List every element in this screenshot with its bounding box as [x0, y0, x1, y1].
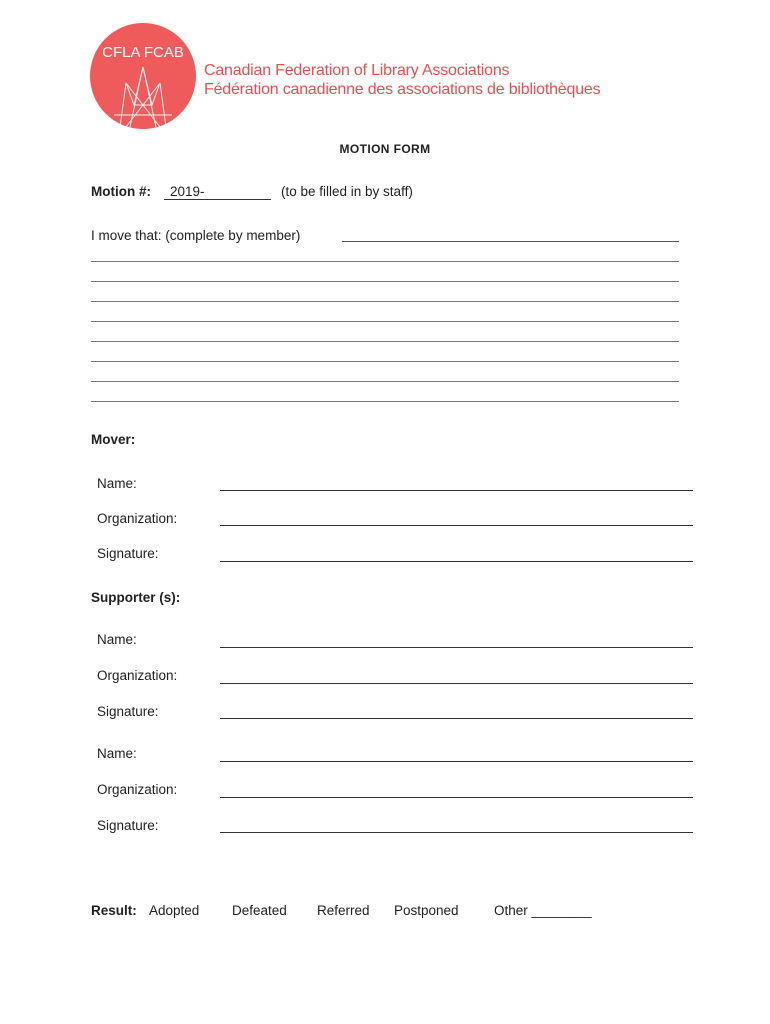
move-that-line-4[interactable] [91, 301, 679, 302]
result-defeated[interactable]: Defeated [232, 903, 287, 918]
org-name-english: Canadian Federation of Library Associations [204, 62, 510, 79]
org-name-french: Fédération canadienne des associations de bibliothèques [204, 81, 601, 98]
form-title: MOTION FORM [339, 142, 431, 156]
supporter2-name-label: Name: [97, 746, 137, 761]
motion-number-label: Motion #: [91, 184, 151, 199]
move-that-label: I move that: (complete by member) [91, 228, 301, 243]
supporters-heading: Supporter (s): [91, 590, 181, 605]
supporter1-organization-label: Organization: [97, 668, 178, 683]
move-that-line-5[interactable] [91, 321, 679, 322]
motion-number-field[interactable]: 2019- [164, 184, 271, 200]
result-adopted[interactable]: Adopted [149, 903, 200, 918]
supporter2-signature-label: Signature: [97, 818, 159, 833]
cfla-fcab-logo [90, 23, 196, 129]
result-postponed[interactable]: Postponed [394, 903, 459, 918]
mover-organization-line[interactable] [220, 525, 693, 526]
supporter1-signature-line[interactable] [220, 718, 693, 719]
logo-text: CFLA FCAB [102, 44, 184, 61]
result-referred[interactable]: Referred [317, 903, 370, 918]
result-label: Result: [91, 903, 137, 918]
move-that-line-1[interactable] [342, 241, 679, 242]
mover-name-line[interactable] [220, 490, 693, 491]
mover-signature-label: Signature: [97, 546, 159, 561]
move-that-line-9[interactable] [91, 401, 679, 402]
supporter1-name-line[interactable] [220, 647, 693, 648]
supporter1-signature-label: Signature: [97, 704, 159, 719]
supporter1-name-label: Name: [97, 632, 137, 647]
supporter2-organization-line[interactable] [220, 797, 693, 798]
supporter1-organization-line[interactable] [220, 683, 693, 684]
supporter2-signature-line[interactable] [220, 832, 693, 833]
supporter2-organization-label: Organization: [97, 782, 178, 797]
result-other[interactable]: Other ________ [494, 903, 592, 918]
mover-signature-line[interactable] [220, 561, 693, 562]
move-that-line-8[interactable] [91, 381, 679, 382]
move-that-line-3[interactable] [91, 281, 679, 282]
motion-number-note: (to be filled in by staff) [281, 184, 413, 199]
supporter2-name-line[interactable] [220, 761, 693, 762]
mover-heading: Mover: [91, 432, 136, 447]
mover-organization-label: Organization: [97, 511, 178, 526]
move-that-line-2[interactable] [91, 261, 679, 262]
mover-name-label: Name: [97, 476, 137, 491]
move-that-line-7[interactable] [91, 361, 679, 362]
move-that-line-6[interactable] [91, 341, 679, 342]
